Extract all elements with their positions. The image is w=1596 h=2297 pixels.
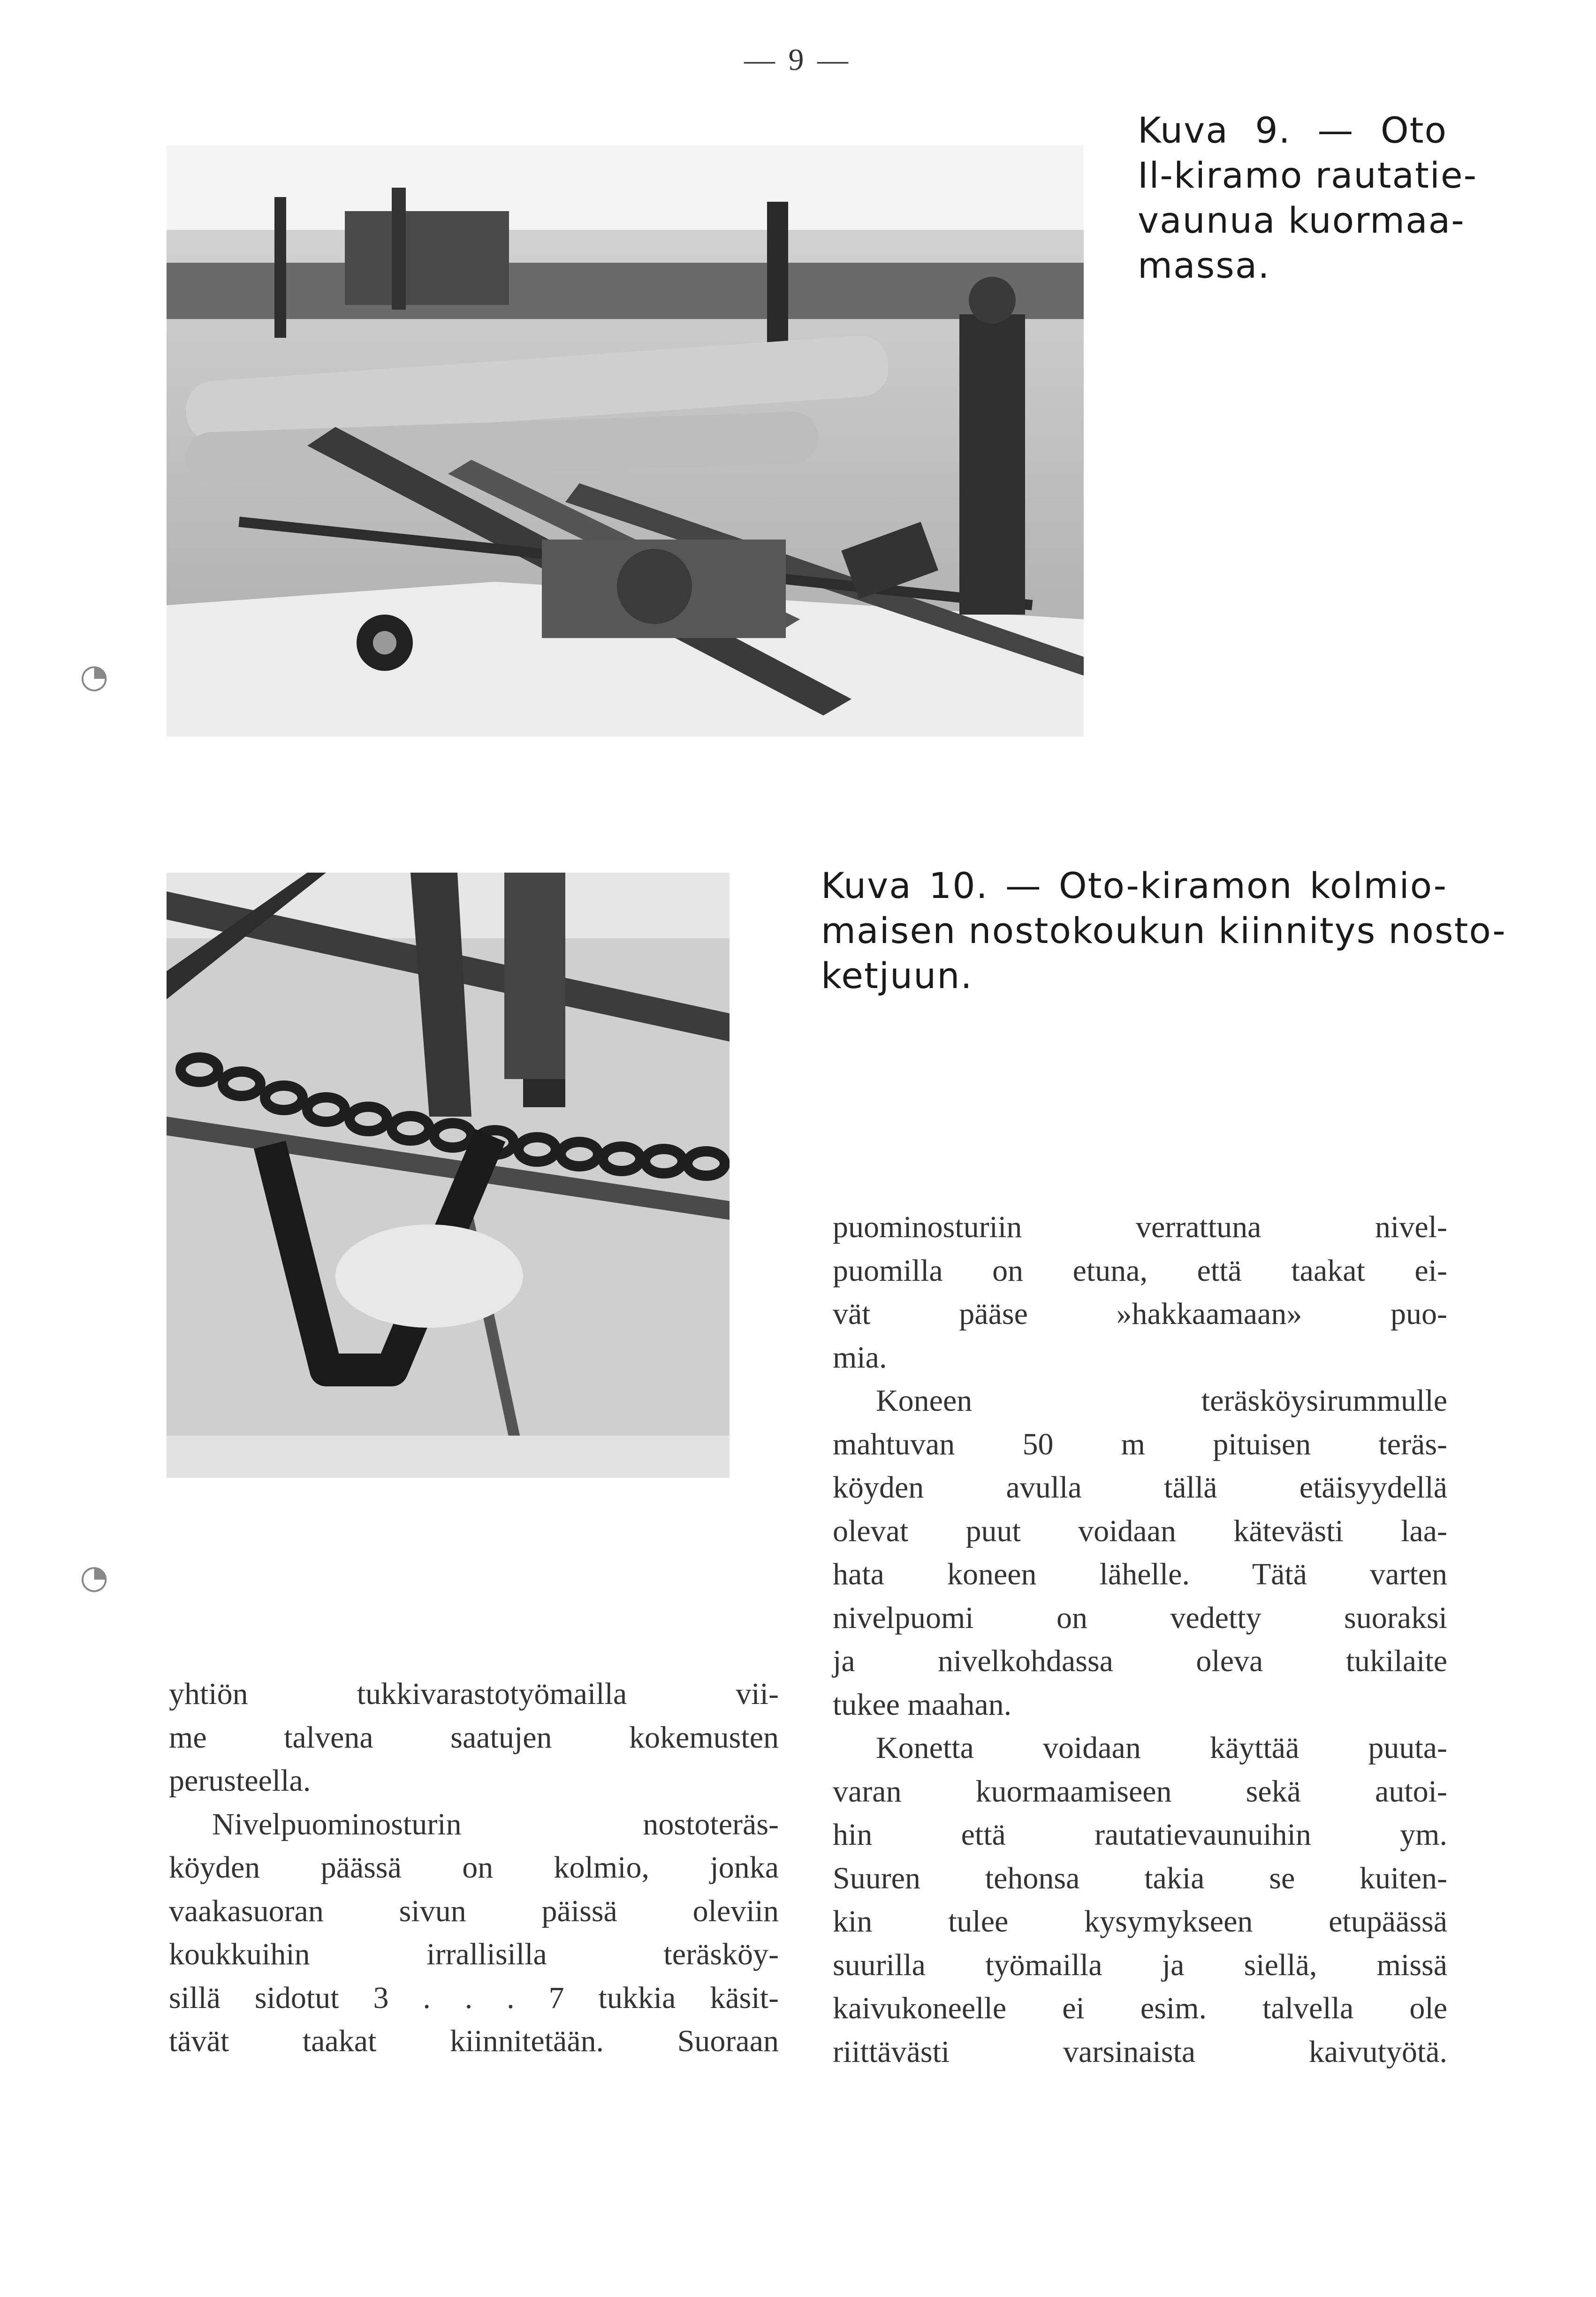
- caption-line: maisen nostokoukun kiinnitys nosto-: [821, 910, 1506, 951]
- text-line: tukee maahan.: [833, 1687, 1012, 1722]
- text-line: mahtuvan 50 m pituisen teräs-: [833, 1427, 1447, 1461]
- text-line: kin tulee kysymykseen etupäässä: [833, 1904, 1447, 1939]
- text-line: Nivelpuominosturin nostoteräs-: [212, 1807, 779, 1841]
- text-line: nivelpuomi on vedetty suoraksi: [833, 1600, 1447, 1635]
- text-line: olevat puut voidaan kätevästi laa-: [833, 1514, 1447, 1548]
- figure-9-photo: [167, 145, 1084, 762]
- text-line: ja nivelkohdassa oleva tukilaite: [833, 1644, 1447, 1678]
- text-line: yhtiön tukkivarastotyömailla vii-: [169, 1677, 779, 1711]
- text-line: varan kuormaamiseen sekä autoi-: [833, 1774, 1447, 1809]
- caption-line: Kuva 9. — Oto: [1138, 109, 1447, 151]
- text-line: me talvena saatujen kokemusten: [169, 1720, 779, 1755]
- text-line: perusteella.: [169, 1764, 311, 1798]
- text-line: puominosturiin verrattuna nivel-: [833, 1210, 1447, 1244]
- figure-10-caption: [821, 863, 1506, 998]
- text-line: kaivukoneelle ei esim. talvella ole: [833, 1991, 1447, 2025]
- caption-line: vaunua kuormaa-: [1138, 199, 1465, 241]
- text-line: puomilla on etuna, että taakat ei-: [833, 1253, 1447, 1288]
- text-line: sillä sidotut 3 . . . 7 tukkia käsit-: [169, 1980, 779, 2015]
- caption-line: Kuva 10. — Oto-kiramon kolmio-: [821, 865, 1447, 906]
- text-line: koukkuihin irrallisilla teräsköy-: [169, 1937, 779, 1971]
- text-line: köyden päässä on kolmio, jonka: [169, 1850, 779, 1885]
- caption-line: massa.: [1138, 244, 1270, 286]
- text-line: Konetta voidaan käyttää puuta-: [876, 1731, 1447, 1765]
- text-line: tävät taakat kiinnitetään. Suoraan: [169, 2024, 779, 2058]
- figure-9-caption: [1138, 108, 1478, 288]
- text-line: mia.: [833, 1340, 887, 1375]
- figure-10-illustration: [167, 873, 730, 1478]
- caption-line: Il-kiramo rautatie-: [1138, 154, 1478, 196]
- page-number: — 9 —: [744, 43, 851, 77]
- binding-hole-mark: ◔: [80, 1558, 109, 1596]
- text-line: riittävästi varsinaista kaivutyötä.: [833, 2034, 1447, 2069]
- text-line: suurilla työmailla ja siellä, missä: [833, 1947, 1447, 1982]
- text-line: hin että rautatievaunuihin ym.: [833, 1818, 1447, 1852]
- text-line: köyden avulla tällä etäisyydellä: [833, 1470, 1447, 1505]
- text-line: hata koneen lähelle. Tätä varten: [833, 1557, 1447, 1591]
- text-line: vaakasuoran sivun päissä oleviin: [169, 1894, 779, 1928]
- binding-hole-mark: ◔: [80, 657, 109, 695]
- text-line: Koneen teräsköysirummulle: [876, 1384, 1447, 1418]
- left-column-text: [169, 1673, 779, 2063]
- figure-10-photo: [167, 873, 730, 1478]
- figure-9-illustration: [167, 145, 1084, 762]
- text-line: vät pääse »hakkaamaan» puo-: [833, 1297, 1447, 1331]
- caption-line: ketjuun.: [821, 955, 973, 996]
- text-line: Suuren tehonsa takia se kuiten-: [833, 1861, 1447, 1895]
- right-column-text: [833, 1206, 1447, 2074]
